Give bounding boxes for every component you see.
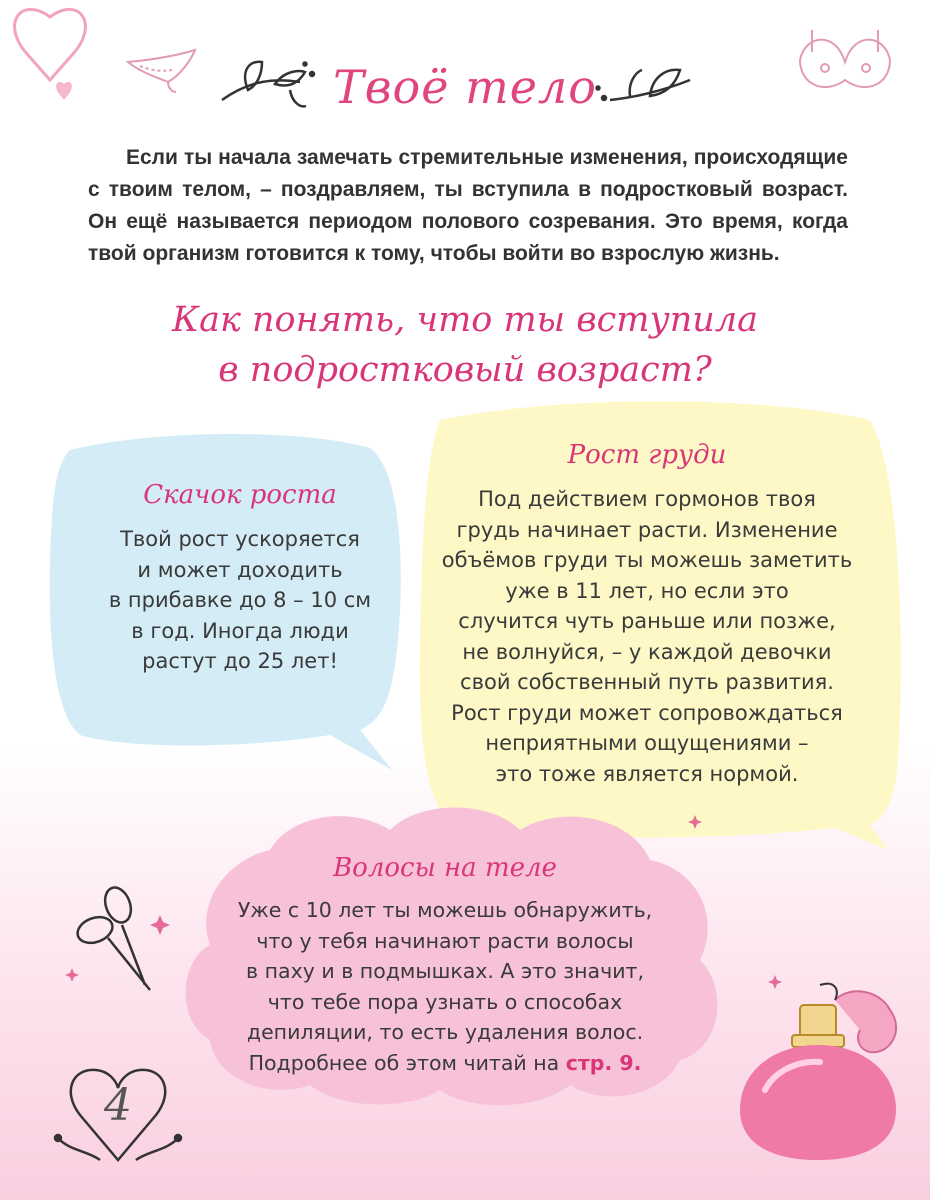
- hair-last-line-text: Подробнее об этом читай на: [248, 1050, 566, 1075]
- growth-line: Твой рост ускоряется: [120, 527, 360, 551]
- breast-text: [432, 484, 862, 789]
- growth-line: в прибавке до 8 – 10 см: [108, 588, 372, 612]
- hair-line: что у тебя начинают расти волосы: [256, 928, 634, 953]
- hair-heading: Волосы на теле: [333, 853, 557, 883]
- breast-heading: Рост груди: [567, 440, 727, 470]
- question-heading: [0, 295, 930, 395]
- scissors-icon: [74, 884, 150, 990]
- perfume-bottle-icon: [740, 984, 896, 1160]
- breast-line: Под действием гормонов твоя: [478, 487, 816, 511]
- breast-card: [432, 440, 862, 789]
- hair-card: [200, 853, 690, 1078]
- breast-line: неприятными ощущениями –: [485, 731, 809, 755]
- breast-line: Рост груди может сопровождаться: [451, 700, 843, 725]
- breast-line: это тоже является нормой.: [495, 761, 799, 786]
- growth-line: в год. Иногда люди: [131, 618, 349, 643]
- growth-line: растут до 25 лет!: [142, 649, 338, 673]
- growth-text: [60, 524, 420, 677]
- question-line-2: в подростковый возраст?: [218, 350, 712, 390]
- breast-line: уже в 11 лет, но если это: [505, 578, 789, 603]
- hair-last-line: [200, 1048, 690, 1079]
- breast-line: случится чуть раньше или позже,: [458, 609, 836, 633]
- hair-line: депиляции, то есть удаления волос.: [246, 1020, 644, 1044]
- page-reference-link[interactable]: стр. 9.: [565, 1050, 642, 1075]
- hair-line: в паху и в подмышках. А это значит,: [246, 959, 644, 983]
- hair-line: что тебе пора узнать о способах: [267, 989, 623, 1014]
- page-number: 4: [104, 1080, 132, 1131]
- question-line-1: Как понять, что ты вступила: [172, 300, 758, 340]
- page-title: Твоё тело: [333, 60, 597, 114]
- growth-card: [60, 480, 420, 677]
- breast-line: объёмов груди ты можешь заметить: [441, 548, 853, 572]
- hair-line: Уже с 10 лет ты можешь обнаружить,: [237, 898, 653, 922]
- intro-paragraph: Если ты начала замечать стремительные изменения, происходящие с твоим телом, – поздравляем, ты вступила в подростковый возраст. Он ещё называется периодом полового созревания. Это время, когда твой организм готовится к тому, чтобы войти во взрослую жизнь.: [88, 146, 848, 265]
- hair-text: [200, 895, 690, 1078]
- growth-heading: Скачок роста: [143, 480, 337, 510]
- breast-line: не волнуйся, – у каждой девочки: [462, 639, 832, 664]
- breast-line: грудь начинает расти. Изменение: [456, 517, 838, 542]
- growth-line: и может доходить: [137, 557, 343, 582]
- breast-line: свой собственный путь развития.: [460, 670, 834, 694]
